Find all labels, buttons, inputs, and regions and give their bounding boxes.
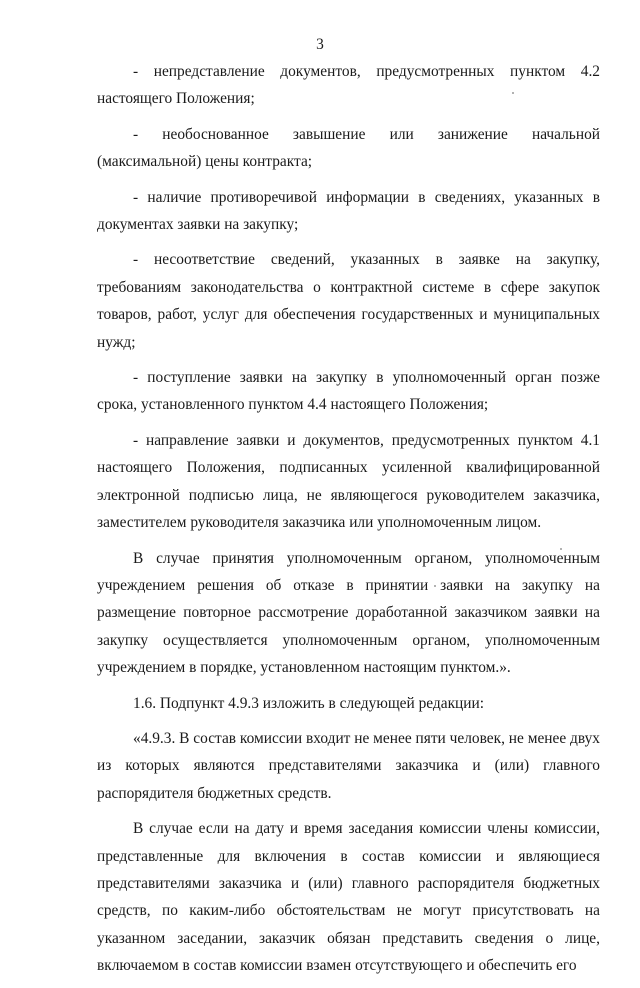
paragraph-item-1: - непредставление документов, предусмотренных пунктом 4.2 настоящего Положения;	[97, 63, 600, 108]
paragraph-absence: В случае если на дату и время заседания комиссии члены комиссии, представленные для включения в состав комиссии и являющиеся представителями заказчика и (или) главного распорядителя бюджетных средств, по каким-либо обстоятельствам не могут присутствовать на указанном заседании, заказчик обязан представить сведения о лице, включаемом в состав комиссии взамен отсутствующего и обеспечить его	[97, 820, 600, 975]
paragraph-commission: «4.9.3. В состав комиссии входит не менее пяти человек, не менее двух из которых являются представителями заказчика и (или) главного распорядителя бюджетных средств.	[97, 729, 600, 802]
paragraph-refusal: В случае принятия уполномоченным органом, уполномоченным учреждением решения об отказе в принятии заявки на закупку на размещение повторное рассмотрение доработанной заказчиком заявки на закупку осуществляется уполномоченным органом, уполномоченным учреждением в порядке, установленном настоящим пунктом.».	[97, 549, 600, 677]
document-body	[97, 58, 600, 988]
paragraph-item-4: - несоответствие сведений, указанных в заявке на закупку, требованиям законодательства о контрактной системе в сфере закупок товаров, работ, услуг для обеспечения государственных и муниципальных нужд;	[97, 251, 600, 351]
paragraph-amendment: 1.6. Подпункт 4.9.3 изложить в следующей редакции:	[133, 694, 485, 712]
page-number: 3	[316, 36, 324, 53]
paragraph-item-3: - наличие противоречивой информации в сведениях, указанных в документах заявки на закупку;	[97, 188, 600, 234]
paragraph-item-2: - необоснованное завышение или занижение начальной (максимальной) цены контракта;	[97, 125, 600, 171]
paragraph-item-6: - направление заявки и документов, предусмотренных пунктом 4.1 настоящего Положения, подписанных усиленной квалифицированной электронной подписью лица, не являющегося руководителем заказчика, заместителем руководителя заказчика или уполномоченным лицом.	[97, 431, 600, 532]
paragraph-item-5: - поступление заявки на закупку в уполномоченный орган позже срока, установленного пунктом 4.4 настоящего Положения;	[97, 369, 600, 414]
